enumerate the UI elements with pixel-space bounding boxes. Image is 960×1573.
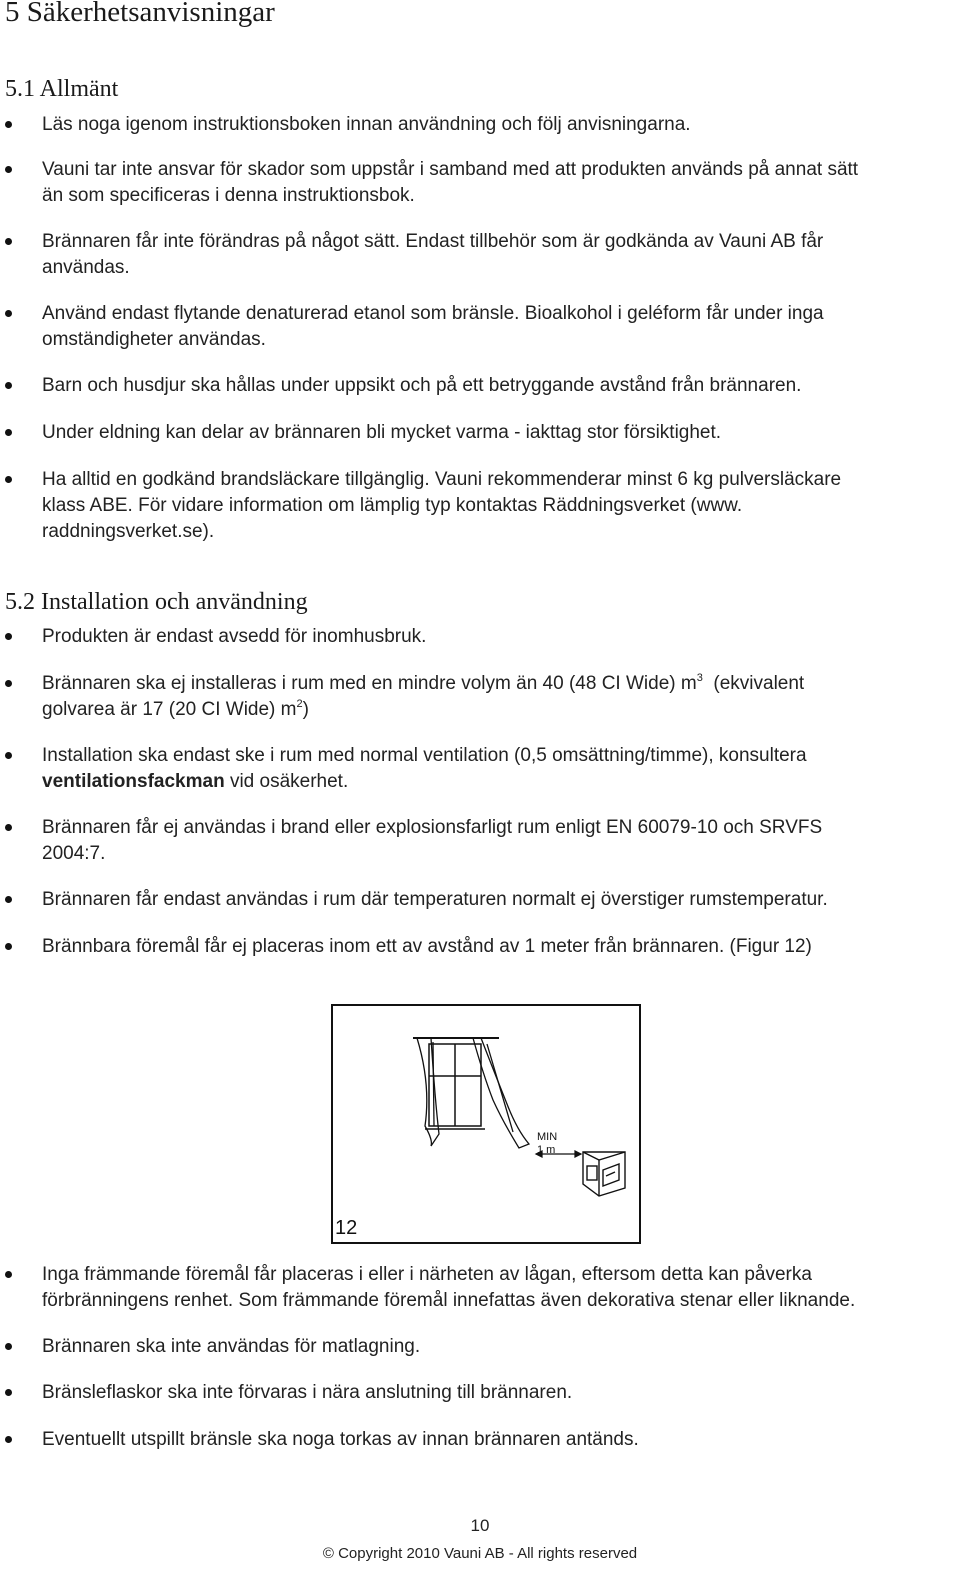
bullet-icon	[5, 429, 12, 436]
list-item: Inga främmande föremål får placeras i eller i närheten av lågan, eftersom detta kan påverka förbränningens renhet. Som främmande föremål innefattas även dekorativa stenar eller liknande.	[5, 1262, 950, 1314]
bullet-icon	[5, 752, 12, 759]
bullet-icon	[5, 238, 12, 245]
list-item: Produkten är endast avsedd för inomhusbruk.	[5, 624, 950, 650]
bullet-icon	[5, 121, 12, 128]
bullet-icon	[5, 310, 12, 317]
bullet-icon	[5, 680, 12, 687]
bullet-icon	[5, 166, 12, 173]
list-item: Ha alltid en godkänd brandsläckare tillgänglig. Vauni rekommenderar minst 6 kg pulversläckare klass ABE. För vidare information om lämplig typ kontaktas Räddningsverket (www. raddningsverket.se).	[5, 467, 950, 545]
figure-frame	[332, 1005, 640, 1243]
list-item: Brännaren ska inte användas för matlagning.	[5, 1334, 950, 1360]
figure-number: 12	[335, 1217, 358, 1239]
list-item: Brännaren får inte förändras på något sätt. Endast tillbehör som är godkända av Vauni AB får användas.	[5, 229, 950, 281]
list-item: Brännaren får endast användas i rum där temperaturen normalt ej överstiger rumstemperatur.	[5, 887, 950, 913]
list-item: Läs noga igenom instruktionsboken innan användning och följ anvisningarna.	[5, 112, 950, 138]
section-heading-installation: 5.2 Installation och användning	[5, 589, 308, 615]
list-item: Använd endast flytande denaturerad etanol som bränsle. Bioalkohol i geléform får under inga omständigheter användas.	[5, 301, 950, 353]
bullet-icon	[5, 943, 12, 950]
bullet-icon	[5, 382, 12, 389]
page-number: 10	[470, 1516, 490, 1535]
copyright-notice: © Copyright 2010 Vauni AB - All rights reserved	[322, 1545, 638, 1562]
list-item: Brännaren får ej användas i brand eller explosionsfarligt rum enligt EN 60079-10 och SRVFS 2004:7.	[5, 815, 950, 867]
list-item: Brännaren ska ej installeras i rum med en mindre volym än 40 (48 CI Wide) $m^3$ (ekvivalent golvarea är 17 (20 CI Wide) $m^2$)	[5, 671, 950, 723]
figure-12-clearance	[331, 1004, 641, 1244]
bullet-icon	[5, 1389, 12, 1396]
bullet-icon	[5, 633, 12, 640]
distance-label: 1 m	[537, 1144, 556, 1156]
bullet-icon	[5, 824, 12, 831]
min-label: MIN	[537, 1131, 558, 1143]
bullet-icon	[5, 1343, 12, 1350]
bullet-icon	[5, 476, 12, 483]
list-item: Bränsleflaskor ska inte förvaras i nära anslutning till brännaren.	[5, 1380, 950, 1406]
list-item: Installation ska endast ske i rum med normal ventilation (0,5 omsättning/timme), konsultera ventilationsfackman vid osäkerhet.	[5, 743, 950, 795]
bullet-icon	[5, 1436, 12, 1443]
bullet-icon	[5, 896, 12, 903]
list-item: Brännbara föremål får ej placeras inom ett av avstånd av 1 meter från brännaren. (Figur 12)	[5, 934, 950, 960]
bullet-icon	[5, 1271, 12, 1278]
page-title: 5 Säkerhetsanvisningar	[5, 0, 275, 28]
list-item: Eventuellt utspillt bränsle ska noga torkas av innan brännaren antänds.	[5, 1427, 950, 1453]
list-item: Vauni tar inte ansvar för skador som uppstår i samband med att produkten används på annat sätt än som specificeras i denna instruktionsbok.	[5, 157, 950, 209]
list-item: Barn och husdjur ska hållas under uppsikt och på ett betryggande avstånd från brännaren.	[5, 373, 950, 399]
section-heading-general: 5.1 Allmänt	[5, 76, 119, 102]
list-item: Under eldning kan delar av brännaren bli mycket varma - iakttag stor försiktighet.	[5, 420, 950, 446]
